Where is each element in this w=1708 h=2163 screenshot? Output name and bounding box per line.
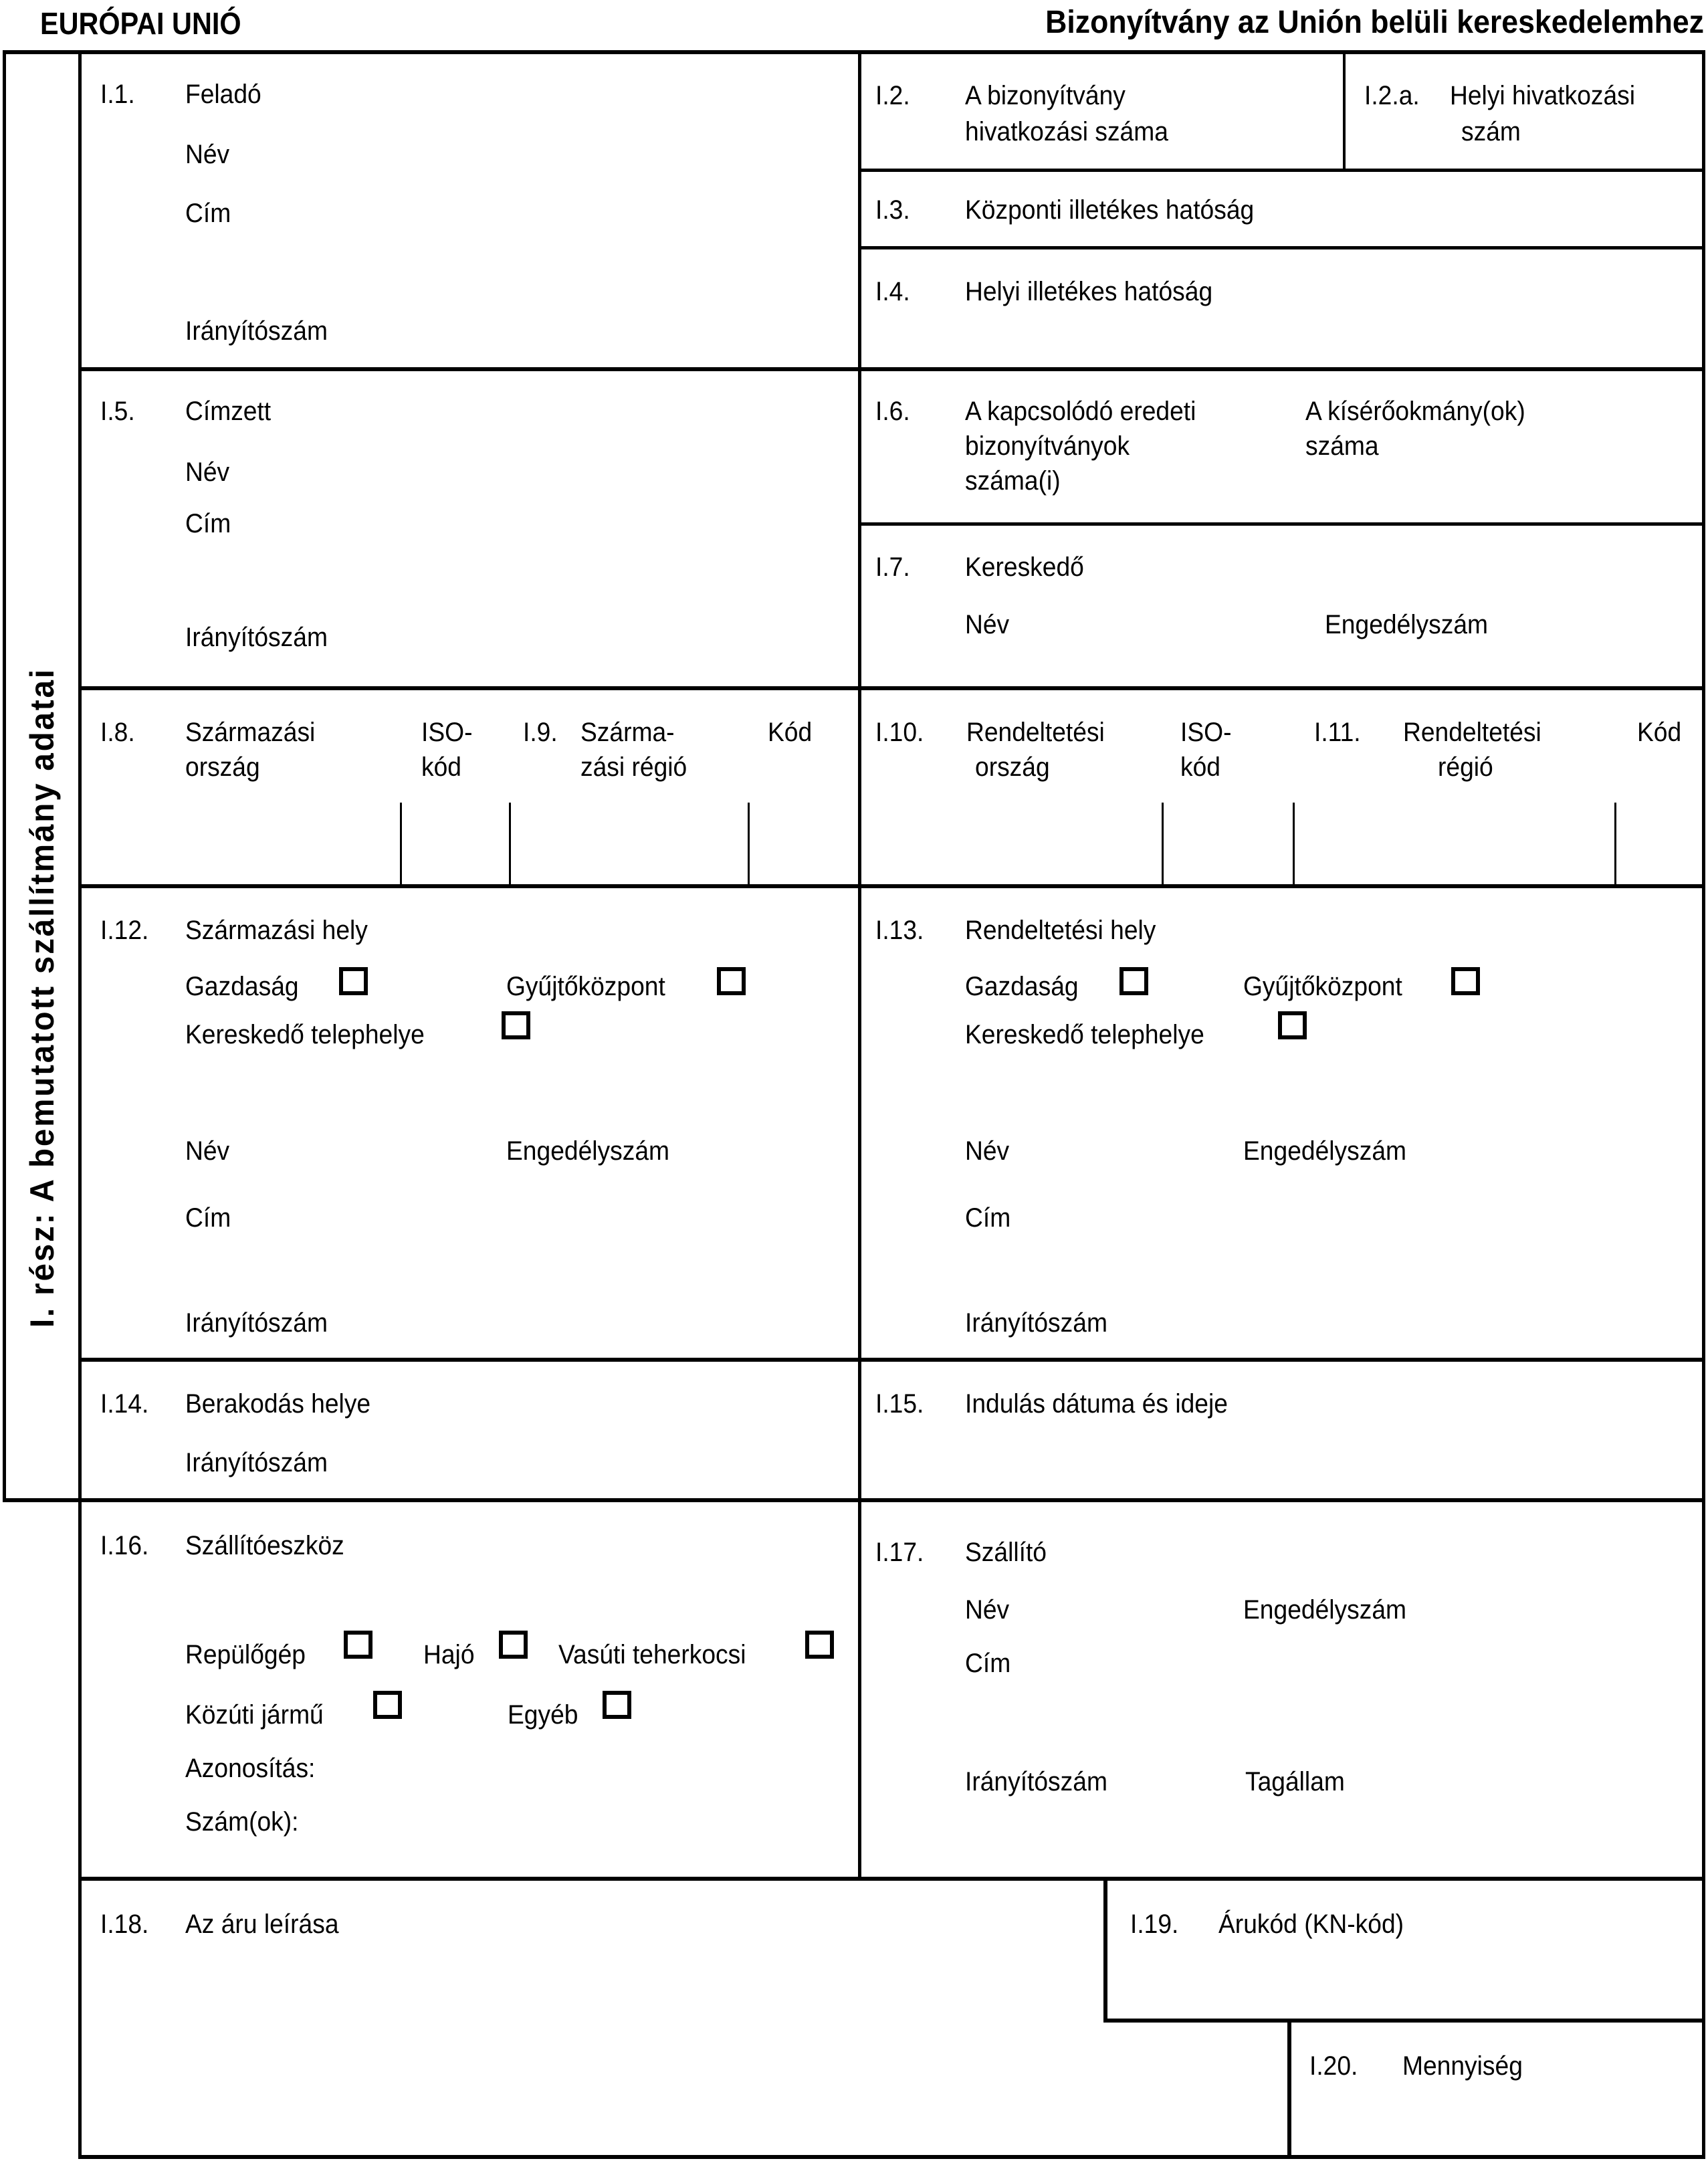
field-i9-number: I.9. [523, 718, 558, 747]
checkbox-i16-ship[interactable] [499, 1631, 528, 1659]
field-i7-number: I.7. [875, 552, 910, 582]
divider-i8-iso [400, 803, 402, 886]
field-i10-title-line2: ország [975, 752, 1050, 782]
field-i17-number: I.17. [875, 1538, 924, 1567]
field-i1-name-label: Név [185, 140, 230, 169]
checkbox-i16-rail[interactable] [805, 1631, 834, 1659]
field-i5-name-label: Név [185, 457, 230, 487]
field-i11-title-line2: régió [1438, 752, 1493, 782]
field-i15-number: I.15. [875, 1389, 924, 1419]
field-i8-iso-line1: ISO- [421, 718, 473, 747]
field-i17-license-label: Engedélyszám [1243, 1595, 1407, 1625]
field-i18-title: Az áru leírása [185, 1910, 339, 1939]
divider-row5 [3, 1498, 1705, 1502]
field-i7-name-label: Név [965, 610, 1010, 639]
field-i12-number: I.12. [100, 916, 149, 945]
header-document-title: Bizonyítvány az Unión belüli kereskedelemhez [1045, 5, 1704, 40]
divider-i10-i11 [1293, 803, 1295, 886]
divider-i19-bottom [1103, 2019, 1705, 2023]
field-i11-number: I.11. [1314, 718, 1361, 747]
field-i20-title: Mennyiség [1402, 2051, 1523, 2081]
divider-i2-i2a [1343, 50, 1346, 172]
field-i9-title-line2: zási régió [580, 752, 687, 782]
field-i4-number: I.4. [875, 277, 910, 306]
field-i1-title: Feladó [185, 80, 261, 109]
field-i20-number: I.20. [1309, 2051, 1358, 2081]
field-i10-title-line1: Rendeltetési [966, 718, 1105, 747]
divider-row2 [78, 686, 1705, 690]
checkbox-i13-farm[interactable] [1119, 967, 1148, 995]
divider-i9-kod [748, 803, 750, 886]
border-sidebar-right [78, 50, 82, 2159]
divider-row6 [78, 1877, 1705, 1881]
field-i16-identification-label: Azonosítás: [185, 1754, 316, 1783]
field-i6-right-line2: száma [1305, 431, 1379, 461]
divider-row3 [78, 884, 1705, 888]
field-i11-title-line1: Rendeltetési [1403, 718, 1541, 747]
field-i14-title: Berakodás helye [185, 1389, 371, 1419]
field-i17-name-label: Név [965, 1595, 1010, 1625]
field-i12-farm-label: Gazdaság [185, 972, 299, 1001]
field-i17-title: Szállító [965, 1538, 1047, 1567]
field-i8-title-line1: Származási [185, 718, 316, 747]
field-i2-title-line2: hivatkozási száma [965, 117, 1168, 146]
field-i12-license-label: Engedélyszám [506, 1136, 670, 1166]
border-left-outer [3, 50, 6, 1502]
field-i12-title: Származási hely [185, 916, 368, 945]
field-i13-number: I.13. [875, 916, 924, 945]
divider-row4 [78, 1358, 1705, 1362]
divider-i11-kod [1614, 803, 1616, 886]
field-i10-number: I.10. [875, 718, 924, 747]
field-i8-title-line2: ország [185, 752, 260, 782]
field-i12-center-label: Gyűjtőközpont [506, 972, 665, 1001]
field-i16-road-label: Közúti jármű [185, 1700, 324, 1730]
field-i2a-number: I.2.a. [1364, 81, 1420, 110]
field-i16-title: Szállítóeszköz [185, 1531, 344, 1560]
field-i10-iso-line2: kód [1180, 752, 1220, 782]
field-i12-postcode-label: Irányítószám [185, 1308, 328, 1338]
field-i13-dealer-label: Kereskedő telephelye [965, 1020, 1204, 1049]
checkbox-i13-dealer[interactable] [1278, 1011, 1307, 1039]
field-i16-other-label: Egyéb [508, 1700, 578, 1730]
field-i5-title: Címzett [185, 397, 272, 426]
field-i3-number: I.3. [875, 195, 910, 225]
field-i16-ship-label: Hajó [423, 1640, 475, 1669]
field-i8-number: I.8. [100, 718, 135, 747]
field-i16-rail-label: Vasúti teherkocsi [558, 1640, 746, 1669]
field-i1-postcode-label: Irányítószám [185, 316, 328, 346]
field-i13-license-label: Engedélyszám [1243, 1136, 1407, 1166]
field-i14-postcode-label: Irányítószám [185, 1448, 328, 1477]
field-i13-postcode-label: Irányítószám [965, 1308, 1107, 1338]
checkbox-i12-center[interactable] [717, 967, 746, 995]
checkbox-i13-center[interactable] [1451, 967, 1480, 995]
divider-i3-i4 [858, 246, 1705, 249]
field-i2a-title-line1: Helyi hivatkozási [1450, 81, 1636, 110]
field-i13-name-label: Név [965, 1136, 1010, 1166]
field-i6-line1: A kapcsolódó eredeti [965, 397, 1196, 426]
field-i6-line3: száma(i) [965, 466, 1061, 496]
field-i16-number: I.16. [100, 1531, 149, 1560]
field-i2-number: I.2. [875, 81, 910, 110]
border-i19-left [1103, 1877, 1107, 2023]
field-i12-name-label: Név [185, 1136, 230, 1166]
field-i17-address-label: Cím [965, 1649, 1011, 1678]
checkbox-i12-dealer[interactable] [502, 1011, 530, 1039]
field-i1-number: I.1. [100, 80, 135, 109]
field-i2a-title-line2: szám [1461, 117, 1521, 146]
field-i19-title: Árukód (KN-kód) [1218, 1910, 1404, 1939]
checkbox-i12-farm[interactable] [339, 967, 368, 995]
field-i11-code-label: Kód [1637, 718, 1682, 747]
field-i7-title: Kereskedő [965, 552, 1084, 582]
field-i17-member-state-label: Tagállam [1245, 1767, 1345, 1796]
field-i12-address-label: Cím [185, 1203, 231, 1233]
field-i9-title-line1: Szárma- [580, 718, 675, 747]
field-i14-number: I.14. [100, 1389, 149, 1419]
divider-center-vertical [858, 50, 861, 1881]
border-i20-left [1287, 2019, 1291, 2159]
border-right-outer [1702, 50, 1705, 2159]
field-i16-numbers-label: Szám(ok): [185, 1807, 299, 1837]
checkbox-i16-plane[interactable] [344, 1631, 372, 1659]
header-eu-title: EURÓPAI UNIÓ [40, 6, 241, 41]
field-i6-right-line1: A kísérőokmány(ok) [1305, 397, 1525, 426]
field-i10-iso-line1: ISO- [1180, 718, 1232, 747]
border-bottom [78, 2155, 1705, 2159]
field-i5-number: I.5. [100, 397, 135, 426]
border-top [3, 50, 1705, 54]
field-i13-farm-label: Gazdaság [965, 972, 1079, 1001]
divider-i10-iso [1162, 803, 1164, 886]
divider-i8-i9 [509, 803, 511, 886]
field-i5-postcode-label: Irányítószám [185, 623, 328, 652]
checkbox-i16-road[interactable] [373, 1691, 402, 1719]
field-i12-dealer-label: Kereskedő telephelye [185, 1020, 425, 1049]
field-i6-number: I.6. [875, 397, 910, 426]
field-i13-address-label: Cím [965, 1203, 1011, 1233]
field-i16-plane-label: Repülőgép [185, 1640, 306, 1669]
field-i13-title: Rendeltetési hely [965, 916, 1156, 945]
field-i1-address-label: Cím [185, 199, 231, 228]
field-i7-license-label: Engedélyszám [1325, 610, 1489, 639]
field-i19-number: I.19. [1130, 1910, 1179, 1939]
divider-i6-i7 [858, 522, 1705, 526]
field-i9-code-label: Kód [768, 718, 813, 747]
field-i15-title: Indulás dátuma és ideje [965, 1389, 1228, 1419]
field-i18-number: I.18. [100, 1910, 149, 1939]
field-i8-iso-line2: kód [421, 752, 461, 782]
part-i-sidebar-label: I. rész: A bemutatott szállítmány adatai [23, 667, 61, 1328]
field-i13-center-label: Gyűjtőközpont [1243, 972, 1402, 1001]
field-i4-title: Helyi illetékes hatóság [965, 277, 1213, 306]
checkbox-i16-other[interactable] [603, 1691, 631, 1719]
field-i3-title: Központi illetékes hatóság [965, 195, 1255, 225]
field-i6-line2: bizonyítványok [965, 431, 1130, 461]
field-i17-postcode-label: Irányítószám [965, 1767, 1107, 1796]
divider-i2-i3 [858, 169, 1705, 172]
divider-row1 [78, 367, 1705, 371]
field-i5-address-label: Cím [185, 509, 231, 538]
field-i2-title-line1: A bizonyítvány [965, 81, 1126, 110]
